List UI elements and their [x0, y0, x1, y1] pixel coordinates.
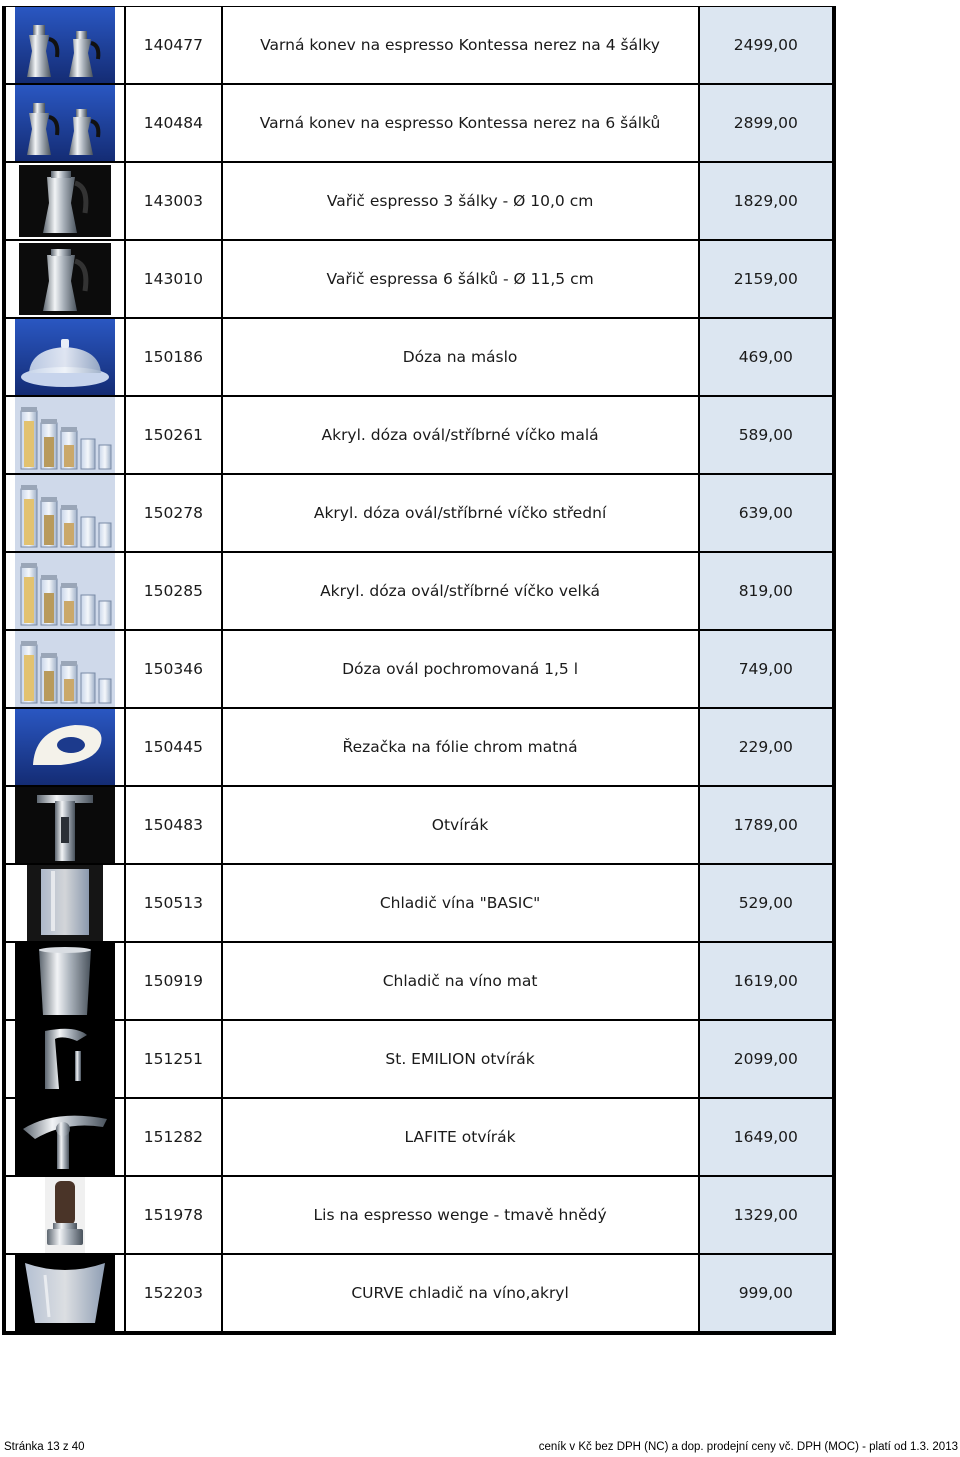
product-name: Akryl. dóza ovál/stříbrné víčko střední: [222, 474, 699, 552]
table-row: [4, 84, 834, 162]
product-code: 150483: [125, 786, 221, 864]
product-name: Vařič espresso 3 šálky - Ø 10,0 cm: [222, 162, 699, 240]
product-code: 151251: [125, 1020, 221, 1098]
product-price: 2159,00: [699, 240, 834, 318]
table-row: [4, 942, 834, 1020]
product-price: 1619,00: [699, 942, 834, 1020]
product-price: 1789,00: [699, 786, 834, 864]
canister-set-icon: [15, 397, 115, 473]
product-image-cell: [4, 474, 125, 552]
product-name: St. EMILION otvírák: [222, 1020, 699, 1098]
table-row: [4, 1020, 834, 1098]
table-row: [4, 864, 834, 942]
product-code: 150513: [125, 864, 221, 942]
product-code: 150285: [125, 552, 221, 630]
product-name: Vařič espressa 6 šálků - Ø 11,5 cm: [222, 240, 699, 318]
product-code: 150919: [125, 942, 221, 1020]
product-image-cell: [4, 1176, 125, 1254]
product-price: 749,00: [699, 630, 834, 708]
product-code: 143003: [125, 162, 221, 240]
product-image-cell: [4, 84, 125, 162]
product-code: 143010: [125, 240, 221, 318]
product-price: 639,00: [699, 474, 834, 552]
product-code: 152203: [125, 1254, 221, 1333]
canister-set-icon: [15, 553, 115, 629]
product-code: 140484: [125, 84, 221, 162]
butter-dish-icon: [15, 319, 115, 395]
product-price: 589,00: [699, 396, 834, 474]
product-code: 150261: [125, 396, 221, 474]
table-row: [4, 630, 834, 708]
product-image-cell: [4, 162, 125, 240]
product-image-cell: [4, 1254, 125, 1333]
product-price: 819,00: [699, 552, 834, 630]
product-price: 999,00: [699, 1254, 834, 1333]
product-name: Dóza na máslo: [222, 318, 699, 396]
product-image-cell: [4, 786, 125, 864]
product-name: Řezačka na fólie chrom matná: [222, 708, 699, 786]
table-row: [4, 162, 834, 240]
canister-set-icon: [15, 631, 115, 707]
price-list-table: [2, 6, 836, 1335]
wine-cooler-matte-icon: [15, 943, 115, 1019]
table-row: [4, 396, 834, 474]
product-price: 1829,00: [699, 162, 834, 240]
product-name: Lis na espresso wenge - tmavě hnědý: [222, 1176, 699, 1254]
product-image-cell: [4, 630, 125, 708]
page-number: Stránka 13 z 40: [4, 1441, 85, 1453]
espresso-maker-icon: [15, 163, 115, 239]
product-code: 140477: [125, 7, 221, 85]
table-row: [4, 318, 834, 396]
product-code: 150186: [125, 318, 221, 396]
table-row: [4, 1176, 834, 1254]
product-image-cell: [4, 396, 125, 474]
product-image-cell: [4, 552, 125, 630]
lever-opener-icon: [15, 1021, 115, 1097]
product-image-cell: [4, 1098, 125, 1176]
winged-opener-icon: [15, 1099, 115, 1175]
table-row: [4, 552, 834, 630]
corkscrew-opener-icon: [15, 787, 115, 863]
moka-pot-pair-icon: [15, 85, 115, 161]
product-name: Varná konev na espresso Kontessa nerez na 4 šálky: [222, 7, 699, 85]
wine-cooler-basic-icon: [15, 865, 115, 941]
product-name: Chladič vína "BASIC": [222, 864, 699, 942]
product-image-cell: [4, 708, 125, 786]
product-price: 2899,00: [699, 84, 834, 162]
product-code: 150445: [125, 708, 221, 786]
product-image-cell: [4, 1020, 125, 1098]
product-name: Otvírák: [222, 786, 699, 864]
price-list-body: [4, 7, 834, 1334]
espresso-maker-icon: [15, 241, 115, 317]
table-row: [4, 1098, 834, 1176]
product-image-cell: [4, 240, 125, 318]
product-name: Akryl. dóza ovál/stříbrné víčko velká: [222, 552, 699, 630]
product-price: 229,00: [699, 708, 834, 786]
table-row: [4, 786, 834, 864]
product-image-cell: [4, 942, 125, 1020]
product-name: LAFITE otvírák: [222, 1098, 699, 1176]
table-row: [4, 1254, 834, 1333]
product-image-cell: [4, 318, 125, 396]
product-code: 151978: [125, 1176, 221, 1254]
product-name: Akryl. dóza ovál/stříbrné víčko malá: [222, 396, 699, 474]
product-price: 1649,00: [699, 1098, 834, 1176]
table-row: [4, 708, 834, 786]
product-price: 529,00: [699, 864, 834, 942]
moka-pot-pair-icon: [15, 7, 115, 83]
product-price: 1329,00: [699, 1176, 834, 1254]
curve-cooler-icon: [15, 1255, 115, 1331]
product-price: 2499,00: [699, 7, 834, 85]
product-name: Chladič na víno mat: [222, 942, 699, 1020]
product-image-cell: [4, 7, 125, 85]
product-code: 150278: [125, 474, 221, 552]
product-name: CURVE chladič na víno,akryl: [222, 1254, 699, 1333]
product-price: 2099,00: [699, 1020, 834, 1098]
table-row: [4, 240, 834, 318]
product-code: 150346: [125, 630, 221, 708]
product-price: 469,00: [699, 318, 834, 396]
price-note: ceník v Kč bez DPH (NC) a dop. prodejní ceny vč. DPH (MOC) - platí od 1.3. 2013: [538, 1441, 958, 1453]
product-image-cell: [4, 864, 125, 942]
product-name: Varná konev na espresso Kontessa nerez na 6 šálků: [222, 84, 699, 162]
product-code: 151282: [125, 1098, 221, 1176]
canister-set-icon: [15, 475, 115, 551]
espresso-tamper-icon: [15, 1177, 115, 1253]
table-row: [4, 7, 834, 85]
foil-cutter-icon: [15, 709, 115, 785]
table-row: [4, 474, 834, 552]
product-name: Dóza ovál pochromovaná 1,5 l: [222, 630, 699, 708]
